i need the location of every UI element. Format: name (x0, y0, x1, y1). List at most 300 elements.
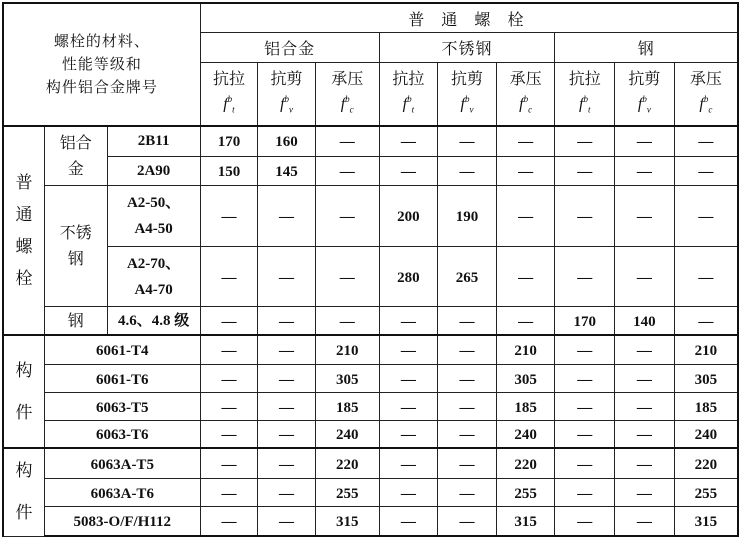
strength-value: — (279, 209, 295, 226)
subcol-name: 抗剪 (270, 68, 303, 88)
strength-value: — (400, 399, 416, 416)
symbol-superscript: b (464, 93, 470, 104)
strength-value: 220 (335, 456, 359, 473)
symbol-subscript: c (708, 104, 713, 115)
strength-value: — (279, 371, 295, 388)
alloy-cell (44, 365, 200, 393)
value-cell (438, 186, 497, 247)
symbol-base: f (223, 95, 228, 113)
value-cell (496, 246, 555, 307)
subcol-symbol (258, 89, 315, 120)
value-cell (315, 186, 379, 247)
strength-value: — (577, 343, 593, 360)
value-cell (615, 478, 675, 506)
subcol-header (496, 63, 555, 127)
strength-value: — (518, 269, 534, 286)
symbol-base: f (637, 95, 643, 113)
strength-value: 190 (455, 209, 479, 226)
strength-value: — (577, 485, 593, 502)
value-cell (379, 156, 438, 186)
alloy-cell (44, 393, 200, 421)
material-steel (44, 307, 107, 335)
strength-value: — (400, 456, 416, 473)
strength-value: — (279, 485, 295, 502)
strength-value: — (400, 485, 416, 502)
grade-label: A4-50 (134, 221, 173, 238)
value-cell (379, 186, 438, 247)
value-cell (200, 365, 258, 393)
section-member-label (3, 448, 44, 536)
value-cell (615, 156, 675, 186)
value-cell (200, 126, 258, 156)
value-cell (438, 126, 497, 156)
symbol-base: f (340, 95, 346, 113)
value-cell (496, 335, 555, 365)
strength-value: — (339, 269, 355, 286)
value-cell (496, 420, 555, 448)
grade-label: A2-50、 (126, 195, 181, 212)
value-cell (315, 307, 379, 335)
value-cell (315, 156, 379, 186)
strength-value: 220 (514, 456, 537, 473)
strength-value: — (459, 134, 475, 151)
strength-value: — (459, 313, 475, 330)
value-cell (496, 448, 555, 478)
strength-value: — (636, 269, 652, 286)
grade-cell (107, 126, 200, 156)
value-cell (615, 393, 675, 421)
value-cell (438, 365, 497, 393)
value-cell (555, 365, 615, 393)
section-char: 件 (15, 402, 33, 423)
subcol-name: 承压 (331, 68, 364, 88)
strength-value: — (636, 371, 652, 388)
strength-value: — (221, 514, 237, 531)
symbol-subscript: t (411, 104, 415, 115)
section-char: 件 (15, 503, 33, 524)
grade-label: 2B11 (137, 133, 170, 150)
group-stainless (379, 33, 555, 63)
strength-value: — (459, 456, 475, 473)
strength-value: — (221, 371, 237, 388)
subcol-name: 抗拉 (212, 68, 245, 88)
strength-value: — (221, 209, 237, 226)
value-cell (379, 365, 438, 393)
value-cell (674, 393, 738, 421)
strength-value: 315 (694, 514, 718, 531)
value-cell (555, 307, 615, 335)
strength-value: — (577, 427, 593, 444)
symbol-base: f (699, 95, 704, 113)
strength-value: 315 (335, 514, 359, 531)
section-char: 普 (15, 172, 33, 193)
strength-value: — (459, 514, 475, 531)
strength-value: 305 (694, 371, 718, 388)
strength-value: 185 (335, 399, 359, 416)
section-bolt-label (3, 126, 44, 335)
strength-value: 240 (335, 427, 359, 444)
subcol-header (674, 63, 738, 127)
value-cell (315, 478, 379, 506)
subcol-symbol (497, 89, 555, 120)
value-cell (496, 365, 555, 393)
strength-value: 170 (217, 134, 241, 151)
strength-value: — (577, 371, 593, 388)
symbol-base: f (579, 95, 584, 113)
subcol-header (315, 63, 379, 127)
subcol-header (200, 63, 258, 127)
alloy-label: 6063A-T5 (90, 456, 154, 473)
corner-line-2: 性能等级和 (61, 55, 142, 74)
alloy-cell (44, 478, 200, 506)
corner-line-3: 构件铝合金牌号 (45, 78, 158, 97)
value-cell (258, 307, 316, 335)
strength-value: — (636, 134, 652, 151)
value-cell (674, 478, 738, 506)
grade-label: A2-70、 (126, 255, 181, 272)
value-cell (674, 365, 738, 393)
subcol-name: 抗拉 (392, 68, 425, 88)
value-cell (615, 365, 675, 393)
symbol-subscript: v (469, 104, 474, 115)
value-cell (555, 448, 615, 478)
value-cell (258, 478, 316, 506)
value-cell (438, 156, 497, 186)
strength-value: — (400, 134, 416, 151)
strength-value: — (221, 456, 237, 473)
corner-line-1: 螺栓的材料、 (53, 32, 150, 51)
alloy-label: 6063A-T6 (90, 485, 154, 502)
strength-value: — (577, 269, 593, 286)
value-cell (496, 507, 555, 536)
value-cell (438, 420, 497, 448)
value-cell (315, 335, 379, 365)
strength-value: — (400, 371, 416, 388)
value-cell (379, 420, 438, 448)
symbol-base: f (402, 95, 408, 113)
strength-value: — (279, 514, 295, 531)
strength-value: 210 (514, 343, 537, 360)
value-cell (438, 478, 497, 506)
strength-value: — (221, 399, 237, 416)
value-cell (258, 420, 316, 448)
value-cell (496, 186, 555, 247)
strength-value: — (400, 313, 416, 330)
strength-value: — (459, 485, 475, 502)
material-line: 铝合 (59, 133, 92, 153)
section-member-label (3, 335, 44, 448)
alloy-label: 6063-T5 (96, 399, 149, 416)
symbol-subscript: c (528, 104, 533, 115)
strength-value: — (279, 427, 295, 444)
strength-value: — (636, 163, 652, 180)
value-cell (496, 393, 555, 421)
strength-value: — (339, 209, 355, 226)
symbol-superscript: b (703, 93, 709, 104)
value-cell (379, 507, 438, 536)
value-cell (496, 307, 555, 335)
strength-value: — (518, 134, 534, 151)
strength-value: — (459, 371, 475, 388)
symbol-superscript: b (345, 93, 350, 104)
strength-value: — (400, 514, 416, 531)
material-line: 钢 (67, 310, 84, 330)
strength-value: — (221, 313, 237, 330)
strength-value: — (636, 485, 652, 502)
value-cell (200, 186, 258, 247)
strength-value: 210 (335, 343, 359, 360)
value-cell (200, 478, 258, 506)
strength-value: — (577, 456, 593, 473)
subcol-header (555, 63, 615, 127)
subcol-symbol (675, 89, 737, 120)
value-cell (438, 246, 497, 307)
value-cell (674, 186, 738, 247)
strength-value: 185 (514, 399, 537, 416)
strength-value: — (636, 456, 652, 473)
value-cell (258, 335, 316, 365)
strength-value: — (698, 269, 714, 286)
strength-value: — (636, 399, 652, 416)
strength-value: — (221, 427, 237, 444)
value-cell (438, 307, 497, 335)
value-cell (555, 478, 615, 506)
value-cell (674, 420, 738, 448)
strength-value: — (577, 163, 593, 180)
value-cell (615, 507, 675, 536)
strength-value: — (459, 343, 475, 360)
strength-value: — (339, 313, 355, 330)
value-cell (615, 420, 675, 448)
value-cell (379, 126, 438, 156)
symbol-superscript: b (227, 93, 233, 104)
subcol-symbol (555, 89, 614, 120)
grade-cell (107, 186, 200, 247)
value-cell (200, 420, 258, 448)
strength-value: — (459, 163, 475, 180)
strength-value: 255 (694, 485, 718, 502)
strength-value: — (339, 163, 355, 180)
strength-value: — (518, 163, 534, 180)
value-cell (555, 126, 615, 156)
value-cell (315, 420, 379, 448)
alloy-label: 6061-T4 (96, 343, 149, 360)
value-cell (555, 335, 615, 365)
strength-value: 200 (397, 209, 420, 226)
value-cell (438, 335, 497, 365)
strength-value: — (221, 485, 237, 502)
strength-value: — (221, 269, 237, 286)
subcol-header (615, 63, 675, 127)
strength-value: — (636, 343, 652, 360)
symbol-superscript: b (642, 93, 647, 104)
value-cell (615, 307, 675, 335)
strength-value: — (577, 209, 593, 226)
value-cell (315, 393, 379, 421)
strength-value: — (279, 343, 295, 360)
strength-value: 305 (335, 371, 359, 388)
value-cell (555, 186, 615, 247)
grade-cell (107, 246, 200, 307)
value-cell (496, 156, 555, 186)
strength-value: 240 (514, 427, 537, 444)
symbol-superscript: b (523, 93, 529, 104)
material-stainless (44, 186, 107, 307)
value-cell (200, 448, 258, 478)
subcol-name: 抗剪 (628, 68, 661, 88)
value-cell (200, 393, 258, 421)
strength-value: 265 (455, 269, 479, 286)
value-cell (379, 448, 438, 478)
strength-value: — (577, 134, 593, 151)
strength-value: 315 (514, 514, 537, 531)
value-cell (315, 507, 379, 536)
top-group-header (200, 3, 738, 33)
grade-cell (107, 156, 200, 186)
alloy-cell (44, 335, 200, 365)
value-cell (438, 448, 497, 478)
subcol-name: 抗剪 (450, 68, 483, 88)
value-cell (200, 335, 258, 365)
subcol-symbol (380, 89, 438, 120)
value-cell (674, 307, 738, 335)
strength-value: 305 (514, 371, 537, 388)
group-steel (555, 33, 738, 63)
symbol-superscript: b (284, 93, 290, 104)
bolt-strength-table (2, 2, 739, 537)
strength-value: — (636, 514, 652, 531)
grade-cell (107, 307, 200, 335)
strength-value: 145 (275, 163, 298, 180)
value-cell (200, 507, 258, 536)
value-cell (674, 507, 738, 536)
group-label: 铝合金 (264, 39, 316, 59)
strength-value: — (518, 209, 534, 226)
symbol-superscript: b (583, 93, 588, 104)
strength-value: 170 (573, 313, 596, 330)
material-line: 钢 (67, 249, 84, 269)
value-cell (258, 126, 316, 156)
symbol-subscript: c (349, 104, 354, 115)
material-line: 不锈 (59, 223, 92, 243)
value-cell (258, 507, 316, 536)
value-cell (200, 246, 258, 307)
subcol-symbol (316, 89, 379, 120)
top-group-label: 普 通 螺 栓 (408, 9, 530, 29)
strength-value: — (577, 399, 593, 416)
corner-header (3, 3, 200, 126)
strength-value: — (698, 163, 714, 180)
strength-value: — (459, 399, 475, 416)
value-cell (496, 478, 555, 506)
strength-value: — (518, 313, 534, 330)
value-cell (379, 246, 438, 307)
material-aluminum (44, 126, 107, 186)
value-cell (496, 126, 555, 156)
group-label: 钢 (637, 39, 655, 59)
strength-value: 160 (275, 134, 298, 151)
value-cell (258, 393, 316, 421)
value-cell (674, 335, 738, 365)
strength-value: — (636, 427, 652, 444)
value-cell (315, 246, 379, 307)
strength-value: — (698, 134, 714, 151)
value-cell (258, 365, 316, 393)
strength-value: — (459, 427, 475, 444)
group-aluminum (200, 33, 379, 63)
value-cell (615, 126, 675, 156)
strength-value: — (698, 209, 714, 226)
grade-label: A4-70 (134, 281, 173, 298)
symbol-base: f (280, 95, 285, 113)
strength-value: 255 (335, 485, 359, 502)
subcol-header (438, 63, 497, 127)
symbol-subscript: t (232, 104, 235, 115)
strength-value: 220 (694, 456, 718, 473)
alloy-cell (44, 507, 200, 536)
strength-value: 185 (694, 399, 718, 416)
section-char: 构 (15, 461, 33, 482)
alloy-cell (44, 420, 200, 448)
value-cell (438, 507, 497, 536)
strength-value: 240 (694, 427, 718, 444)
value-cell (200, 307, 258, 335)
strength-value: — (400, 163, 416, 180)
subcol-symbol (615, 89, 674, 120)
value-cell (615, 246, 675, 307)
subcol-name: 抗拉 (568, 68, 601, 88)
strength-value: 140 (633, 313, 656, 330)
value-cell (555, 246, 615, 307)
subcol-symbol (201, 89, 258, 120)
symbol-superscript: b (407, 93, 412, 104)
value-cell (315, 126, 379, 156)
strength-value: — (339, 134, 355, 151)
value-cell (438, 393, 497, 421)
alloy-cell (44, 448, 200, 478)
strength-value: — (279, 269, 295, 286)
subcol-symbol (438, 89, 496, 120)
strength-value: — (698, 313, 714, 330)
value-cell (379, 307, 438, 335)
value-cell (555, 156, 615, 186)
subcol-header (379, 63, 438, 127)
strength-value: 280 (397, 269, 420, 286)
section-char: 通 (15, 204, 33, 225)
value-cell (615, 448, 675, 478)
symbol-subscript: v (646, 104, 651, 115)
strength-value: 150 (217, 163, 241, 180)
strength-value: 255 (514, 485, 537, 502)
strength-value: — (400, 343, 416, 360)
group-label: 不锈钢 (441, 39, 493, 59)
strength-value: — (577, 514, 593, 531)
value-cell (615, 335, 675, 365)
value-cell (379, 478, 438, 506)
value-cell (555, 420, 615, 448)
subcol-header (258, 63, 316, 127)
strength-value: — (279, 399, 295, 416)
section-char: 构 (15, 360, 33, 381)
value-cell (555, 393, 615, 421)
strength-value: — (636, 209, 652, 226)
strength-value: — (221, 343, 237, 360)
material-line: 金 (67, 159, 84, 179)
alloy-label: 5083-O/F/H112 (73, 514, 172, 531)
value-cell (674, 448, 738, 478)
strength-value: — (400, 427, 416, 444)
value-cell (615, 186, 675, 247)
